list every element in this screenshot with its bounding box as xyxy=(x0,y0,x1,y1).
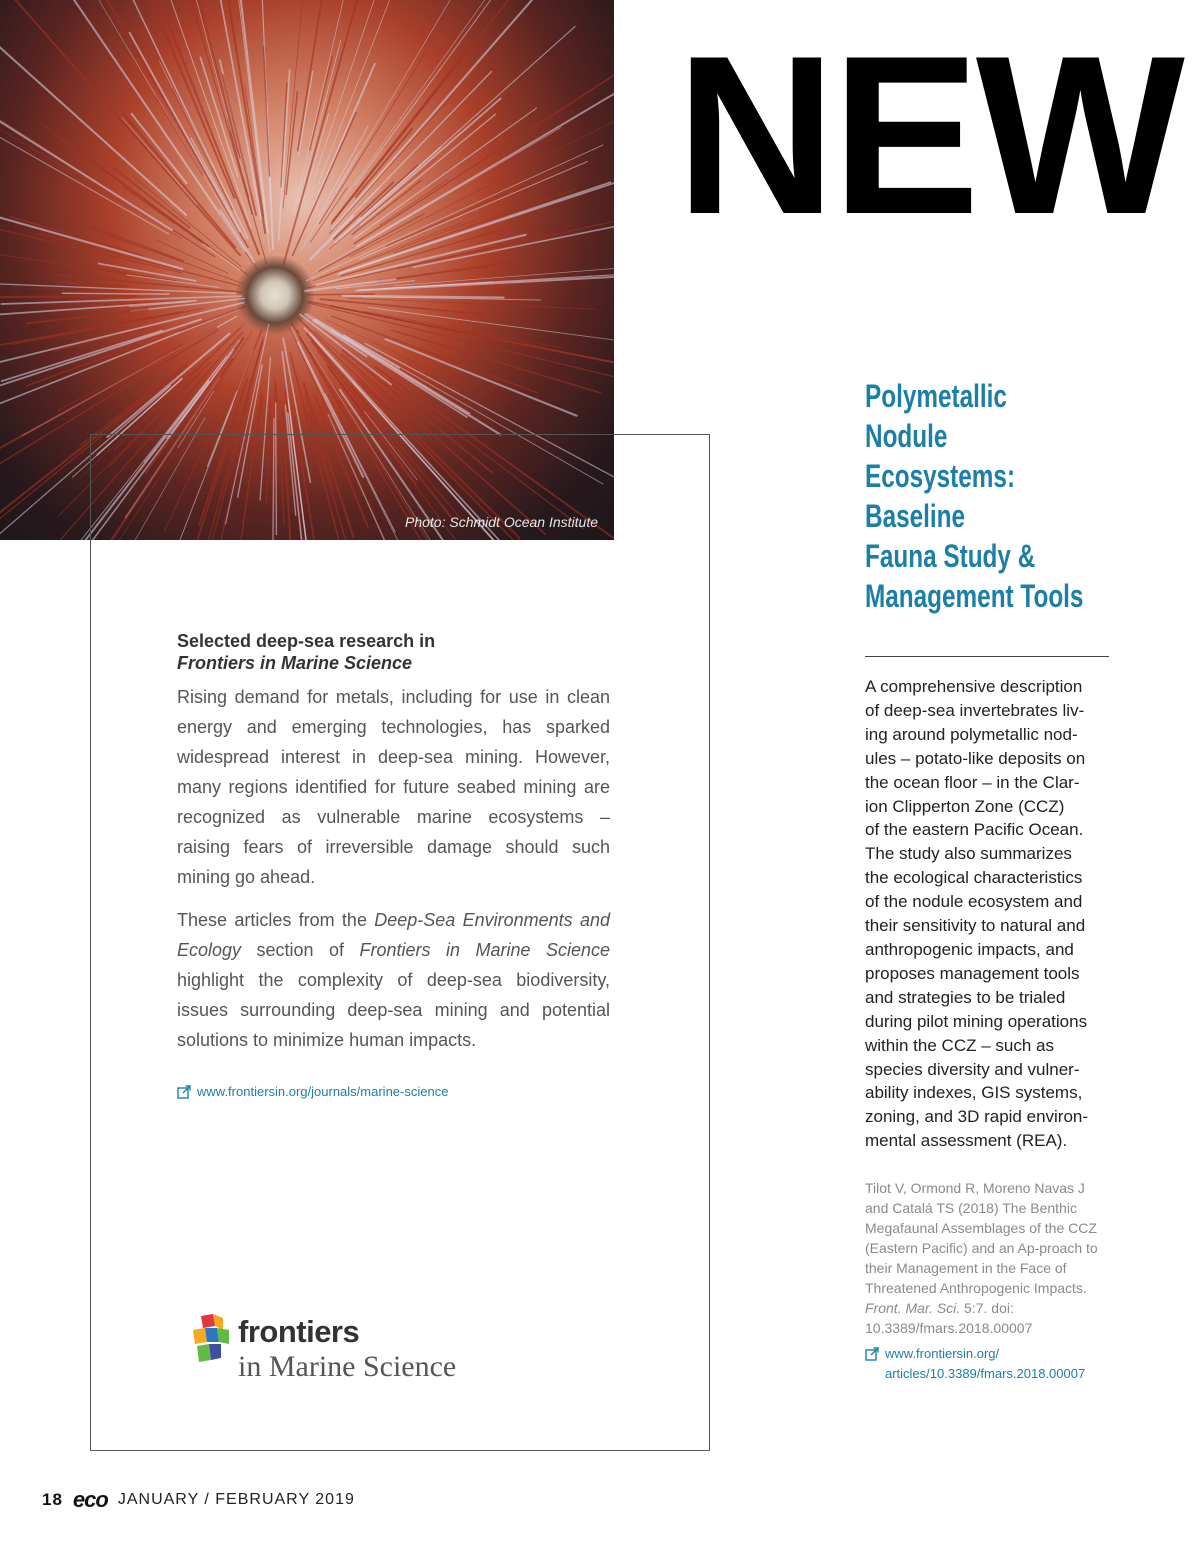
urchin-spine xyxy=(354,64,614,244)
urchin-spine xyxy=(310,187,347,242)
summary-line: zoning, and 3D rapid environ- xyxy=(865,1107,1089,1127)
para2-text-a: These articles from the xyxy=(177,910,375,930)
external-link-icon xyxy=(865,1347,879,1361)
urchin-spine xyxy=(62,293,169,294)
article-title-line: Nodule xyxy=(865,418,948,454)
urchin-spine xyxy=(264,46,270,176)
summary-line: during pilot mining operations xyxy=(865,1011,1088,1031)
summary-line: their sensitivity to natural and xyxy=(865,916,1086,936)
article-link-line-1: www.frontiersin.org/ xyxy=(885,1346,1000,1361)
frontiers-cube-icon xyxy=(193,1314,237,1366)
urchin-spine xyxy=(304,40,341,184)
summary-line: proposes management tools xyxy=(865,963,1080,983)
article-title-line: Baseline xyxy=(865,498,966,534)
urchin-spine xyxy=(38,234,239,286)
summary-line: of the eastern Pacific Ocean. xyxy=(865,820,1084,840)
urchin-spine xyxy=(336,0,479,192)
urchin-spine xyxy=(348,298,595,309)
article-title-text xyxy=(865,376,1116,616)
urchin-spine xyxy=(358,26,575,220)
summary-line: A comprehensive description xyxy=(865,677,1083,696)
kicker-line-2: Frontiers in Marine Science xyxy=(177,653,413,673)
logo-subtitle: in Marine Science xyxy=(238,1350,457,1383)
summary-line: ing around polymetallic nod- xyxy=(865,724,1078,744)
summary-line: the ocean floor – in the Clar- xyxy=(865,772,1080,792)
article-title-line: Polymetallic xyxy=(865,378,1007,414)
summary-line: the ecological characteristics xyxy=(865,868,1083,888)
urchin-spine xyxy=(335,99,500,243)
urchin-spine xyxy=(0,77,172,229)
article-title-line: Fauna Study & xyxy=(865,538,1036,574)
article-title-line: Management Tools xyxy=(865,578,1084,614)
article-title xyxy=(865,376,1110,616)
urchin-spine xyxy=(0,252,130,274)
logo-wordmark: frontiers xyxy=(238,1314,360,1349)
urchin-spine xyxy=(316,235,525,285)
urchin-spine xyxy=(62,282,127,286)
summary-line: and strategies to be trialed xyxy=(865,987,1066,1007)
kicker-line-1: Selected deep-sea research in xyxy=(177,631,436,651)
para2-text-e: highlight the complexity of deep-sea biodiversity, issues surrounding deep-sea mining and potential solutions to minimize human impacts. xyxy=(177,970,610,1050)
urchin-spine xyxy=(356,271,614,290)
external-link-icon xyxy=(177,1085,191,1099)
summary-line: of the nodule ecosystem and xyxy=(865,892,1083,912)
summary-line: The study also summarizes xyxy=(865,844,1072,864)
journal-link-text: www.frontiersin.org/journals/marine-science xyxy=(197,1084,449,1099)
left-column xyxy=(177,630,610,1055)
summary-line: species diversity and vulner- xyxy=(865,1059,1080,1079)
intro-paragraph-1: Rising demand for metals, including for use in clean energy and emerging technologies, has sparked widespread interest in deep-sea mining. However, many regions identified for future seabed mining are recognized as vulnerable marine ecosystems – raising fears of irreversible damage should such mining go ahead. xyxy=(177,687,610,887)
magazine-name: eco xyxy=(72,1487,108,1512)
urchin-spine xyxy=(0,296,136,298)
article-title-line: Ecosystems: xyxy=(865,458,1016,494)
intro-paragraph-2 xyxy=(177,905,610,1055)
photo-credit: Photo: Schmidt Ocean Institute xyxy=(405,514,598,530)
summary-line: within the CCZ – such as xyxy=(865,1035,1054,1055)
urchin-spine xyxy=(0,319,201,420)
urchin-spine xyxy=(307,294,374,295)
title-divider xyxy=(865,656,1109,657)
reference-doi: 5:7. doi: 10.3389/fmars.2018.00007 xyxy=(865,1300,1033,1336)
issue-date: JANUARY / FEBRUARY 2019 xyxy=(117,1491,355,1508)
frontiers-logo xyxy=(193,1314,493,1394)
summary-line: ability indexes, GIS systems, xyxy=(865,1083,1083,1103)
headline-new: NEW xyxy=(676,8,1181,261)
urchin-spine xyxy=(331,306,614,375)
para2-text-c: section of xyxy=(241,940,360,960)
reference-text: Tilot V, Ormond R, Moreno Navas J and Catalá TS (2018) The Benthic Megafaunal Assemblages of the CCZ (Eastern Pacific) and an Ap-proach to their Management in the Face of Threatened Anthropogenic Impacts. xyxy=(865,1180,1098,1296)
para2-section-name: Deep-Sea Environments and Ecology xyxy=(177,910,610,960)
reference-journal: Front. Mar. Sci. xyxy=(865,1300,961,1316)
summary-line: ules – potato-like deposits on xyxy=(865,748,1086,768)
summary-line: mental assessment (REA). xyxy=(865,1131,1068,1151)
article-link[interactable] xyxy=(865,1344,1110,1384)
summary-line: of deep-sea invertebrates liv- xyxy=(865,700,1085,720)
journal-link[interactable] xyxy=(177,1084,448,1099)
summary-line: ion Clipperton Zone (CCZ) xyxy=(865,796,1065,816)
intro-body xyxy=(177,682,610,1055)
article-summary xyxy=(865,675,1110,1153)
urchin-spine xyxy=(341,182,611,273)
urchin-spine xyxy=(69,0,245,251)
urchin-spine xyxy=(58,344,183,410)
urchin-spine xyxy=(365,71,492,202)
page-footer xyxy=(42,1488,355,1512)
article-reference xyxy=(865,1178,1105,1338)
summary-line: anthropogenic impacts, and xyxy=(865,939,1074,959)
urchin-spine xyxy=(309,113,329,182)
kicker xyxy=(177,630,610,674)
page-number: 18 xyxy=(42,1490,63,1509)
para2-journal-name: Frontiers in Marine Science xyxy=(359,940,610,960)
urchin-spine xyxy=(361,114,496,225)
urchin-spine xyxy=(0,312,182,361)
article-link-line-2: articles/10.3389/fmars.2018.00007 xyxy=(885,1366,1086,1381)
urchin-spine xyxy=(308,303,614,391)
